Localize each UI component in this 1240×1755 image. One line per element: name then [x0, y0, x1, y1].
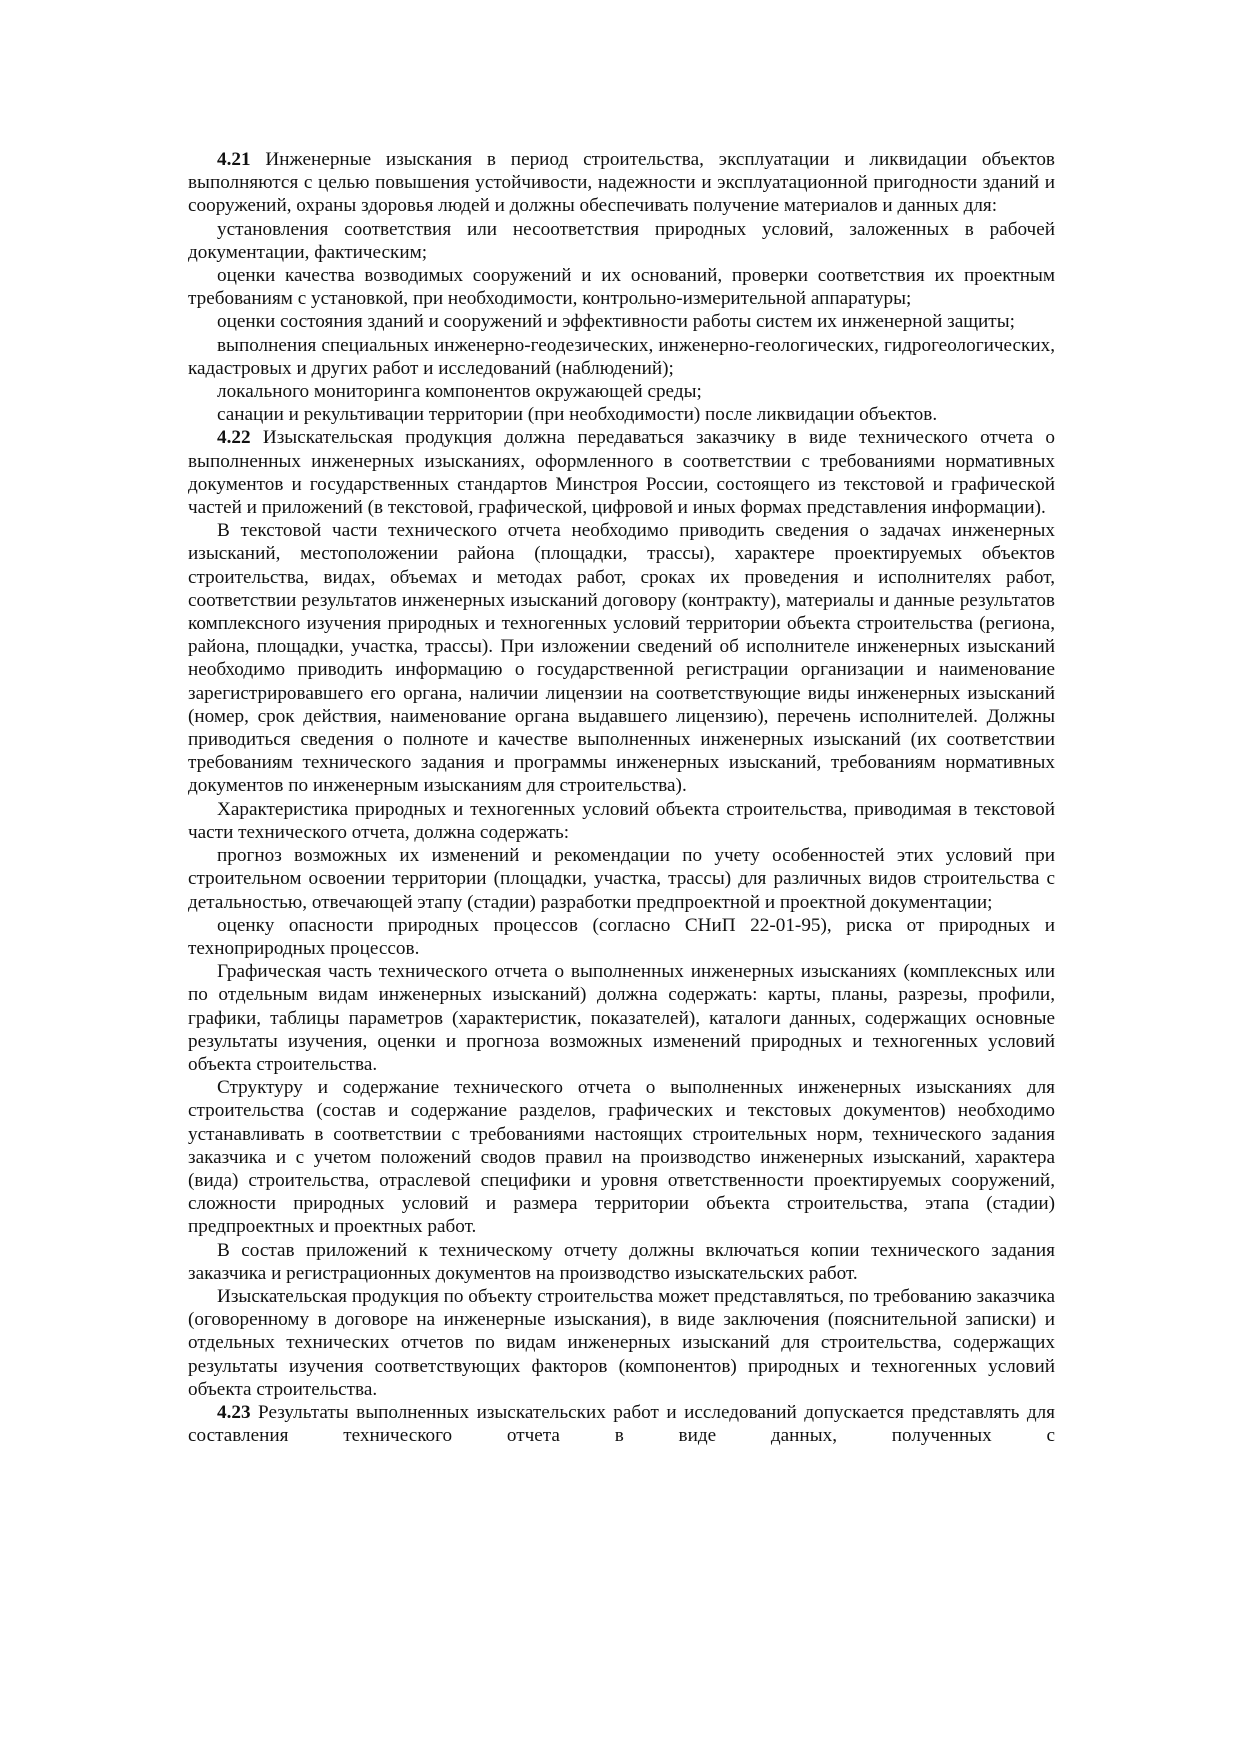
- list-item: [188, 264, 1055, 310]
- paragraph-text: санации и рекультивации территории (при необходимости) после ликвидации объектов.: [217, 404, 938, 426]
- paragraph-4-22: [188, 426, 1055, 519]
- paragraph: [188, 960, 1055, 1076]
- paragraph-text: оценки состояния зданий и сооружений и эффективности работы систем их инженерной защиты;: [217, 311, 1015, 333]
- clause-number: 4.22: [217, 427, 251, 449]
- paragraph-text: установления соответствия или несоответствия природных условий, заложенных в рабочей документации, фактическим;: [188, 218, 1055, 263]
- list-item: [188, 334, 1055, 380]
- list-item: [188, 914, 1055, 960]
- paragraph-text: Характеристика природных и техногенных условий объекта строительства, приводимая в текстовой части технического отчета, должна содержать:: [188, 798, 1055, 843]
- paragraph-text: Результаты выполненных изыскательских работ и исследований допускается представлять для составления технического отчета в виде данных, полученных с: [188, 1401, 1055, 1447]
- paragraph-text: оценку опасности природных процессов (согласно СНиП 22-01-95), риска от природных и техноприродных процессов.: [188, 914, 1055, 959]
- paragraph-4-21: [188, 148, 1055, 218]
- paragraph-text: прогноз возможных их изменений и рекомендации по учету особенностей этих условий при строительном освоении территории (площадки, участка, трассы) для различных видов строительства с детальностью, отвечающей этапу (стадии) разработки предпроектной и проектной документации;: [188, 845, 1055, 913]
- clause-number: 4.23: [217, 1401, 251, 1423]
- paragraph-text: Структуру и содержание технического отчета о выполненных инженерных изысканиях для строительства (состав и содержание разделов, графических и текстовых документов) необходимо устанавливать в соответствии с требованиями настоящих строительных норм, технического задания заказчика и с учетом положений сводов правил на производство инженерных изысканий, характера (вида) строительства, отраслевой специфики и уровня ответственности проектируемых сооружений, сложности природных условий и размера территории объекта строительства, этапа (стадии) предпроектных и проектных работ.: [188, 1077, 1055, 1238]
- list-item: [188, 218, 1055, 264]
- paragraph-text: Графическая часть технического отчета о выполненных инженерных изысканиях (комплексных или по отдельным видам инженерных изысканий) должна содержать: карты, планы, разрезы, профили, графики, таблицы параметров (характеристик, показателей), каталоги данных, содержащих основные результаты изучения, оценки и прогноза возможных изменений природных и техногенных условий объекта строительства.: [188, 961, 1055, 1075]
- paragraph-text: локального мониторинга компонентов окружающей среды;: [217, 381, 702, 403]
- paragraph-text: В текстовой части технического отчета необходимо приводить сведения о задачах инженерных изысканий, местоположении района (площадки, трассы), характере проектируемых объектов строительства, видах, объемах и методах работ, сроках их проведения и исполнителях работ, соответствии результатов инженерных изысканий договору (контракту), материалы и данные результатов комплексного изучения природных и техногенных условий территории объекта строительства (региона, района, площадки, участка, трассы). При изложении сведений об исполнителе инженерных изысканий необходимо приводить информацию о государственной регистрации организации и наименование зарегистрировавшего его органа, наличии лицензии на соответствующие виды инженерных изысканий (номер, срок действия, наименование органа выдавшего лицензию), перечень исполнителей. Должны приводиться сведения о полноте и качестве выполненных инженерных изысканий (их соответствии требованиям технического задания и программы инженерных изысканий, требованиям нормативных документов по инженерным изысканиям для строительства).: [188, 520, 1055, 797]
- list-item: [188, 844, 1055, 914]
- list-item: [188, 403, 1055, 426]
- clause-number: 4.21: [217, 149, 251, 170]
- list-item: [188, 380, 1055, 403]
- paragraph: [188, 1239, 1055, 1285]
- paragraph-text: Изыскательская продукция по объекту строительства может представляться, по требованию заказчика (оговоренному в договоре на инженерные изыскания), в виде заключения (пояснительной записки) и отдельных технических отчетов по видам инженерных изысканий для строительства, содержащих результаты изучения соответствующих факторов (компонентов) природных и техногенных условий объекта строительства.: [188, 1285, 1055, 1400]
- paragraph-text: выполнения специальных инженерно-геодезических, инженерно-геологических, гидрогеологических, кадастровых и других работ и исследований (наблюдений);: [188, 334, 1055, 379]
- paragraph: [188, 1076, 1055, 1238]
- document-page: [188, 148, 1055, 1447]
- paragraph-text: В состав приложений к техническому отчету должны включаться копии технического задания заказчика и регистрационных документов на производство изыскательских работ.: [188, 1239, 1055, 1284]
- paragraph: [188, 798, 1055, 844]
- paragraph: [188, 519, 1055, 797]
- paragraph: [188, 1285, 1055, 1401]
- paragraph-text: Изыскательская продукция должна передаваться заказчику в виде технического отчета о выполненных инженерных изысканиях, оформленного в соответствии с требованиями нормативных документов и государственных стандартов Минстроя России, состоящего из текстовой и графической частей и приложений (в текстовой, графической, цифровой и иных формах представления информации).: [188, 427, 1055, 519]
- paragraph-4-23: [188, 1401, 1055, 1447]
- paragraph-text: оценки качества возводимых сооружений и их оснований, проверки соответствия их проектным требованиям с установкой, при необходимости, контрольно-измерительной аппаратуры;: [188, 265, 1055, 310]
- list-item: [188, 310, 1055, 333]
- paragraph-text: Инженерные изыскания в период строительства, эксплуатации и ликвидации объектов выполняются с целью повышения устойчивости, надежности и эксплуатационной пригодности зданий и сооружений, охраны здоровья людей и должны обеспечивать получение материалов и данных для:: [188, 149, 1055, 217]
